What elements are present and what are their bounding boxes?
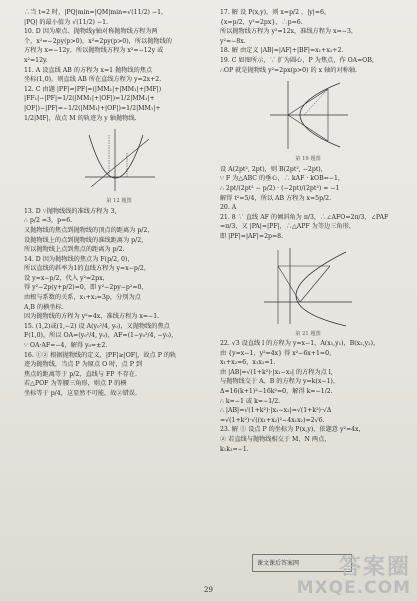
figure-12-diagram (79, 125, 159, 195)
text-line: 13. D ∵抛物线线的准线方程为 3, (24, 207, 117, 215)
figure-19-caption: 第 19 题图 (295, 156, 321, 163)
text-line: 方程为 x=−12y，所以抛物线方程为 x²=−12y 或 (24, 47, 164, 55)
text-line: A,B 的横坐标. (24, 303, 64, 311)
text-line: |OF|)−|PF|=−1/2(|MM₁|+|OF|)=1/2|MM₁|+ (24, 104, 161, 112)
text-line: ∴ |AB|=√(1+k²)·|x₁−x₂|=√(1+k²)·√Δ (220, 407, 332, 415)
text-line: 18. 解 由定义 |AB|=|AF|+|BF|=x₁+x₂+2. (220, 47, 344, 55)
text-line: 坐标(1,0)，则直线 AB 所在直线方程为 y=2x+2. (24, 76, 162, 84)
right-column (220, 8, 396, 454)
text-line: ∵ OA·AF=−4，解得 y₀=±2. (24, 342, 108, 350)
text-line: 与抛物线交于 A、B 的方程为 y=k(x−1)， (220, 378, 340, 386)
stamp-box: 课文课后答案网 (252, 554, 352, 572)
text-line: ∵ F 为△ABC 的垂心，∴ kAF · kOB=−1， (220, 175, 345, 183)
text-line: 由 {y=x−1，y²=4x} 得 x²−6x+1=0， (220, 349, 336, 357)
text-line: 16. ①② 根据抛物线的定义，|PF|≥|OF|，故点 P 的轨 (24, 351, 177, 359)
watermark-url: MXQE.COM (296, 578, 411, 598)
text-line: |PQ| 的最小值为 √(11/2) −1. (24, 18, 108, 26)
page-number: 29 (204, 586, 213, 594)
watermark-logo (297, 557, 411, 597)
figure-19-diagram (264, 77, 352, 153)
text-line: ∴OP 就是抛物线 y²=2px(p>0) 的 x 轴的对称轴. (220, 66, 357, 74)
text-line: 设抛物线上的点到抛物线的准线距离为 p/2， (24, 236, 148, 244)
text-line: 所以抛物线上点到焦点的距离为 p/2. (24, 246, 125, 254)
text-line: 12. C 由题 |PF|=|PF|=(|MM₁|+|MM₁|+|MF|) (24, 85, 162, 93)
text-line: 11. A 设直线 AB 的方程为 x=1 抛物线的焦点 (24, 66, 153, 74)
text-line: 由 |AB|=√(1+k²)·|x₁−x₂| 的方程为点 l, (220, 368, 333, 376)
text-line: |FF₁|−|PF|=1/2(|MM₁|+|OF|)=1/2|MM₁|+ (24, 95, 155, 103)
text-line: 22. √3 设直线 l 的方程为 y=x−1，A(x₁,y₁)，B(x₂,y₂)， (220, 340, 380, 348)
text-line: 得 y²−2p(y+p/2)=0，即 y²−2py−p²=0， (24, 284, 148, 292)
text-line: x₁+x₂=6，x₁x₂=1. (220, 359, 276, 367)
text-line: 10. D 因为原点、抛物线y轴对称抛物线方程为两 (24, 28, 158, 36)
text-line: 坐标等于 p/4，这显然不可能，故②错误. (24, 390, 137, 397)
text-line: 即 |PF|=|AF|=2p=8. (220, 232, 284, 240)
text-line: 21. 8 ∵ 直线 AF 的倾斜角为 π/3，∴∠AFO=2π/3，∠PAF (220, 213, 389, 221)
text-line: 设 y=x−p/2，代入 y²=2px， (24, 274, 109, 282)
text-line: k₁k₂=−1. (220, 445, 249, 453)
text-line: =√(1+k²)·√((x₁+x₂)²−4x₁x₂)=2√6. (220, 416, 325, 424)
text-line: 所以直线的斜率为1的直线方程为 y=x−p/2， (24, 265, 151, 273)
figure-21-diagram (260, 244, 356, 328)
figure-12-caption: 第 12 题图 (106, 198, 132, 205)
text-line: 又抛物线的焦点到抛物线的顶点的距离为 p/2， (24, 226, 154, 234)
text-line: ∴当 t=2 时，|PQ|min=|QM|min=√(11/2) −1， (24, 9, 168, 16)
text-line: 15. (1,2)或(1,−2) 设 A(y₀²/4, y₀)，又抛物线的焦点 (24, 322, 170, 330)
figure-21-caption: 第 21 题图 (295, 330, 321, 337)
text-line: 设 A(2pt², 2pt)，则 B(2pt², −2pt)， (220, 165, 327, 173)
text-line: 14. D 因为抛物线的焦点为 F(p/2, 0)， (24, 255, 134, 263)
text-line: 迹为抛物线，当点 P 为原点 O 时，点 P 到 (24, 361, 143, 369)
text-line: 1/2|MF|，故点 M 的轨迹为 y 轴抛物线. (24, 114, 137, 122)
text-line: 23. 解 ① 设点 P 的坐标为 P(x,y)，依题意 y²=4x， (220, 426, 365, 434)
text-line: 个，x²=−2py(p>0)，x²=2py(p>0)，所以抛物线的 (24, 37, 172, 45)
text-line: 由根与系数的关系，x₁+x₂=3p，分别为点 (24, 294, 141, 302)
text-line: F(1,0)，所以 OA=(y₀²/4, y₀)，AF=(1−y₀²/4, −y₀)， (24, 332, 178, 340)
text-line: y²=−8x. (220, 37, 246, 45)
text-line: 解得 t²=5/4，所以 AB 方程为 x=5p/2. (220, 194, 332, 202)
text-line: {x=p/2，y²=2px}，∴p=6. (220, 18, 303, 26)
text-line: 因为抛物线的方程为 y²=4x，准线方程为 x=−1. (24, 313, 160, 321)
text-line: ∴ k=−1 或 k=−1/2. (220, 397, 281, 405)
text-line: 19. C 如图所示，∵ 扩为圆心，P 为焦点，作 OA=OB， (220, 56, 379, 64)
text-line: 20. A (220, 204, 237, 212)
text-line: 17. 解 设 P(x,y)，则 x=p/2 ，|y|=6， (220, 9, 331, 16)
text-line: ∴ p/2 =3，p=6. (24, 217, 73, 225)
text-line: 焦点的距离等于 p/2，直线与 FP 不存在. (24, 370, 137, 378)
text-line: Δ=16(k+1)²−16k²=0，解得 k=−1/2. (220, 388, 333, 396)
text-line: =π/3，又 |PA|=|PF|，∴△APF 为等边三角形， (220, 223, 355, 231)
text-line: 所以抛物线方程为 y²=12x，准线方程为 x=−3， (220, 28, 358, 36)
text-line: x²=12y. (24, 56, 48, 64)
text-line: ∴ 2pt/(2pt² − p/2) · (−2pt)/(2pt²) = −1 (220, 184, 340, 192)
left-column (24, 8, 214, 399)
text-line: ② 若直线与抛物线相交于 M、N 两点， (220, 436, 331, 444)
text-line: 若△POF 为等腰三角形，则点 P 的横 (24, 380, 127, 388)
watermark-title: 答案圈 (338, 555, 411, 580)
